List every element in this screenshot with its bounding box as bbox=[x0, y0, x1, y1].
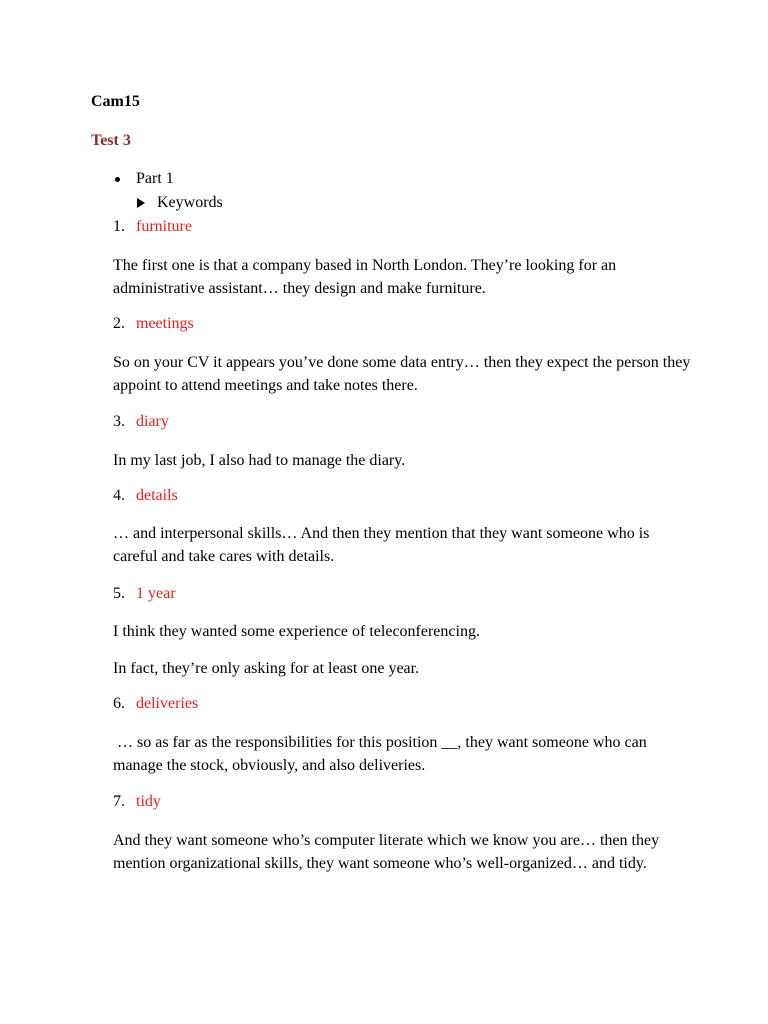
keyword-answer: furniture bbox=[136, 218, 192, 235]
question-number: 5. bbox=[113, 585, 125, 602]
question-number: 3. bbox=[113, 413, 125, 430]
question-item-1 bbox=[113, 217, 192, 237]
question-number: 1. bbox=[113, 218, 125, 235]
keyword-answer: details bbox=[136, 487, 178, 504]
question-number: 2. bbox=[113, 315, 125, 332]
test-heading: Test 3 bbox=[91, 132, 131, 149]
question-item-4 bbox=[113, 486, 178, 506]
arrow-bullet-icon bbox=[137, 198, 145, 208]
question-item-7 bbox=[113, 792, 161, 812]
transcript-paragraph: … so as far as the responsibilities for this position __, they want someone who can manage the stock, obviously, and also deliveries. bbox=[113, 734, 651, 774]
keywords-label: Keywords bbox=[157, 194, 223, 211]
keyword-answer: tidy bbox=[136, 793, 161, 810]
transcript-paragraph: In my last job, I also had to manage the diary. bbox=[113, 452, 406, 469]
question-item-6 bbox=[113, 694, 198, 714]
question-item-3 bbox=[113, 412, 169, 432]
transcript-paragraph: … and interpersonal skills… And then they mention that they want someone who is careful and take cares with details. bbox=[113, 525, 650, 565]
part-label: Part 1 bbox=[136, 170, 174, 187]
transcript-paragraph: So on your CV it appears you’ve done some data entry… then they expect the person they appoint to attend meetings and take notes there. bbox=[113, 354, 691, 394]
keyword-answer: deliveries bbox=[136, 695, 199, 712]
part-bullet bbox=[113, 169, 174, 189]
question-number: 7. bbox=[113, 793, 125, 810]
keyword-answer: meetings bbox=[136, 315, 194, 332]
question-item-2 bbox=[113, 314, 194, 334]
question-number: 6. bbox=[113, 695, 125, 712]
document-title: Cam15 bbox=[91, 93, 140, 110]
transcript-paragraph: In fact, they’re only asking for at least one year. bbox=[113, 660, 420, 677]
transcript-paragraph: I think they wanted some experience of teleconferencing. bbox=[113, 623, 480, 640]
question-item-5 bbox=[113, 584, 176, 604]
bullet-dot-icon bbox=[115, 177, 120, 182]
question-number: 4. bbox=[113, 487, 125, 504]
keyword-answer: 1 year bbox=[136, 585, 176, 602]
keywords-bullet bbox=[137, 193, 223, 213]
transcript-paragraph: The first one is that a company based in North London. They’re looking for an administrative assistant… they design and make furniture. bbox=[113, 257, 617, 297]
keyword-answer: diary bbox=[136, 413, 169, 430]
transcript-paragraph: And they want someone who’s computer literate which we know you are… then they mention organizational skills, they want someone who’s well-organized… and tidy. bbox=[113, 832, 660, 872]
